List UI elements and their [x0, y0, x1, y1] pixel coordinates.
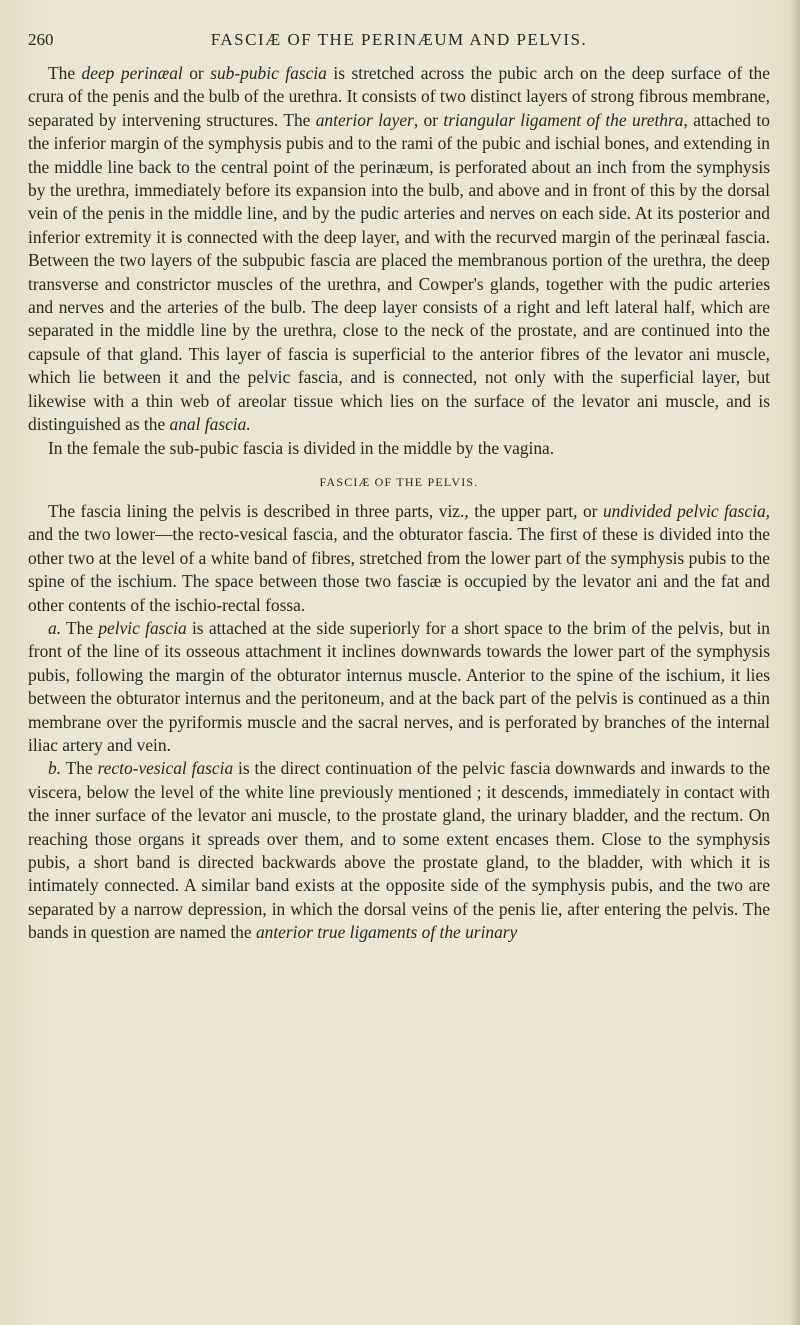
running-title: FASCIÆ OF THE PERINÆUM AND PELVIS.	[210, 30, 588, 49]
term-anterior-layer: anterior layer	[315, 109, 414, 130]
page-number: 260	[28, 30, 54, 49]
paragraph-deep-perineal-fascia: The deep perinæal or sub-pubic fascia is stretched across the pubic arch on the deep surface of the crura of the penis and the bulb of the urethra. It consists of two distinct layers of strong fibrous membrane, separated by intervening structures. The anterior layer, or triangular ligament of the urethra, attached to the inferior margin of the symphysis pubis and to the rami of the pubic and ischial bones, and extending in the middle line back to the central point of the perinæum, is perforated about an inch from the symphysis by the urethra, immediately before its expansion into the bulb, and above and in front of this by the dorsal vein of the penis in the middle line, and by the pudic arteries and nerves on each side. At its posterior and inferior extremity it is connected with the deep layer, and with the recurved margin of the perinæal fascia. Between the two layers of the subpubic fascia are placed the membranous portion of the urethra, the deep transverse and constrictor muscles of the urethra, and Cowper's glands, together with the pudic arteries and nerves and the arteries of the bulb. The deep layer consists of a right and left lateral half, which are separated in the middle line by the urethra, close to the neck of the prostate, and are continued into the capsule of that gland. This layer of fascia is superficial to the anterior fibres of the levator ani muscle, which lie between it and the pelvic fascia, and is connected, not only with the superficial layer, but likewise with a thin web of areolar tissue which lies on the surface of the levator ani muscle, and is distinguished as the anal fascia.	[28, 63, 771, 435]
term-triangular-ligament: triangular ligament of the urethra	[443, 109, 684, 130]
paragraph-pelvic-fascia: a. The pelvic fascia is attached at the side superiorly for a short space to the brim of the pelvis, but in front of the line of its osseous attachment it inclines downwards towards the lower part of the symphysis pubis, following the margin of the obturator internus muscle. Anterior to the spine of the ischium, it lies between the obturator internus and the peritoneum, and at the back part of the pelvis is continued as a thin membrane over the pyriformis muscle and the sacral nerves, and is perforated by branches of the internal iliac artery and vein.	[28, 617, 771, 755]
item-label-a: a.	[48, 617, 62, 638]
paragraph-recto-vesical-fascia: b. The recto-vesical fascia is the direct continuation of the pelvic fascia downwards and inwards to the viscera, below the level of the white line previously mentioned ; it descends, immediately in contact with the inner surface of the levator ani muscle, to the prostate gland, the urinary bladder, and the rectum. On reaching those organs it spreads over them, and to some extent encases them. Close to the symphysis pubis, a short band is directed backwards above the prostate gland, to the bladder, with which it is intimately connected. A similar band exists at the opposite side of the symphysis pubis, and the two are separated by a narrow depression, in which the dorsal veins of the penis lie, after entering the pelvis. The bands in question are named the anterior true ligaments of the urinary	[28, 758, 770, 943]
page-header	[28, 30, 770, 54]
term-anterior-true-ligaments: anterior true ligaments of the urinary	[255, 922, 518, 943]
term-anal-fascia: anal fascia.	[169, 414, 251, 435]
term-sub-pubic-fascia: sub-pubic fascia	[210, 63, 327, 83]
term-undivided-pelvic-fascia: undivided pelvic fascia,	[602, 500, 770, 521]
term-recto-vesical-fascia: recto-vesical fascia	[97, 758, 234, 779]
term-deep-perineal: deep perinæal	[81, 63, 183, 83]
section-heading-pelvis: FASCIÆ OF THE PELVIS.	[319, 474, 479, 489]
body-text	[28, 62, 770, 945]
page-binding-shadow	[790, 0, 800, 1325]
paragraph-female: In the female the sub-pubic fascia is divided in the middle by the vagina.	[48, 437, 555, 458]
term-pelvic-fascia: pelvic fascia	[98, 617, 187, 638]
paragraph-pelvis-intro: The fascia lining the pelvis is described in three parts, viz., the upper part, or undivided pelvic fascia, and the two lower—the recto-vesical fascia, and the obturator fascia. The first of these is divided into the other two at the level of a white band of fibres, stretched from the lower part of the symphysis pubis to the spine of the ischium. The space between those two fasciæ is occupied by the levator ani and the fat and other contents of the ischio-rectal fossa.	[28, 500, 770, 615]
item-label-b: b.	[48, 758, 62, 779]
